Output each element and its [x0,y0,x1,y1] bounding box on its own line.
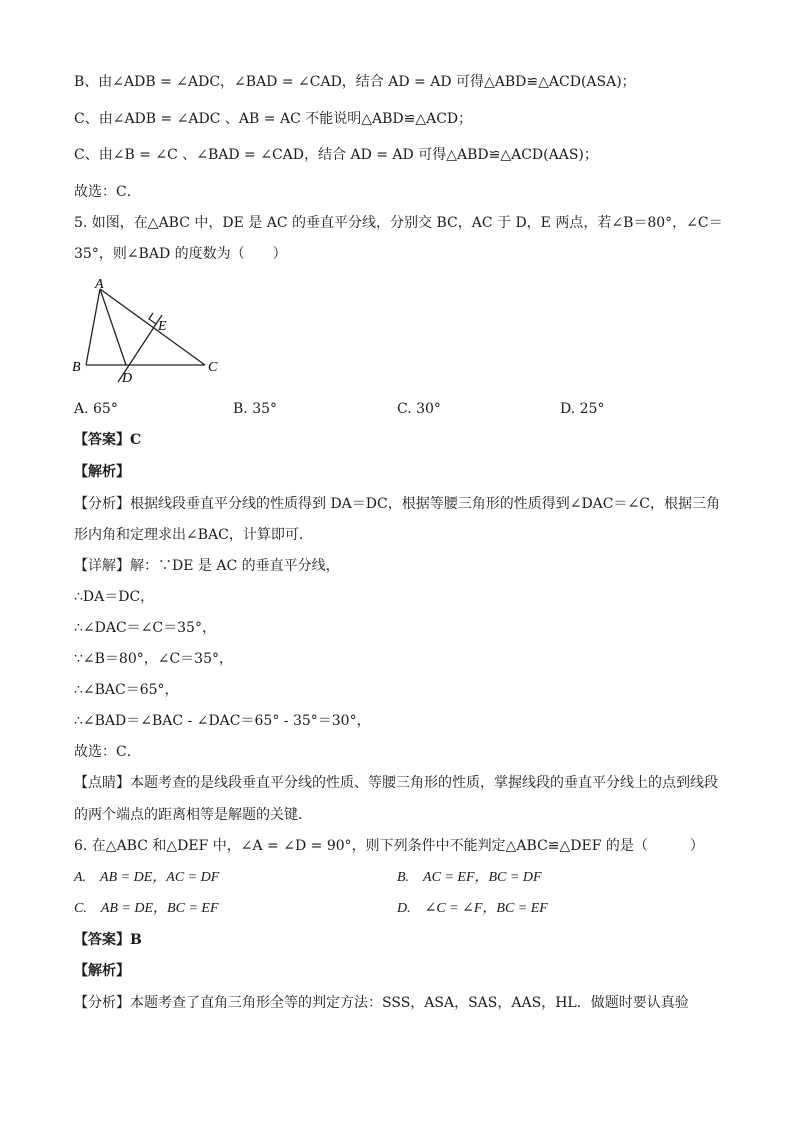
q5-option-a: A. 65° [74,401,118,417]
q5-option-b: B. 35° [233,401,278,417]
q6-option-b: B. AC = EF，BC = DF [397,870,542,885]
q6-option-d: D. ∠C = ∠F，BC = EF [397,901,548,916]
step-line: 故选：C． [74,744,141,760]
step-line: ∴∠BAC＝65°， [74,682,179,698]
triangle-figure [70,274,230,386]
label-A: A [95,277,104,292]
analysis-5: 形内角和定理求出∠BAC，计算即可． [74,527,313,543]
text-line: 故选：C． [74,184,141,200]
analysis-heading-6: 【解析】 [74,963,130,979]
text-line: B、由∠ADB = ∠ADC，∠BAD = ∠CAD，结合 AD = AD 可得△ABD≌△ACD(ASA)； [74,74,636,90]
key-point-5: 【点睛】本题考查的是线段垂直平分线的性质、等腰三角形的性质，掌握线段的垂直平分线上的点到线段 [74,775,718,791]
q6-option-c: C. AB = DE，BC = EF [74,901,219,916]
label-B: B [72,360,81,375]
step-line: ∴DA＝DC， [74,589,155,605]
analysis-5: 【分析】根据线段垂直平分线的性质得到 DA＝DC，根据等腰三角形的性质得到∠DAC＝∠C，根据三角 [74,496,720,512]
question-5-stem: 5. 如图，在△ABC 中，DE 是 AC 的垂直平分线，分别交 BC，AC 于 D，E 两点，若∠B＝80°，∠C＝ [74,215,723,231]
key-point-5: 的两个端点的距离相等是解题的关键． [74,807,312,823]
text-line: C、由∠B = ∠C 、∠BAD = ∠CAD，结合 AD = AD 可得△ABD≌△ACD(AAS)； [74,147,598,163]
analysis-heading-5: 【解析】 [74,464,130,480]
label-D: D [122,371,133,386]
analysis-6: 【分析】本题考查了直角三角形全等的判定方法：SSS，ASA，SAS，AAS，HL．做题时要认真验 [74,995,689,1011]
label-C: C [208,360,218,375]
q5-option-d: D. 25° [560,401,605,417]
label-E: E [158,319,167,334]
answer-6: 【答案】B [74,932,142,948]
text-line: C、由∠ADB = ∠ADC 、AB = AC 不能说明△ABD≌△ACD； [74,111,473,127]
q5-option-c: C. 30° [397,401,441,417]
q6-option-a: A. AB = DE，AC = DF [74,870,220,885]
step-line: ∴∠DAC＝∠C＝35°， [74,620,216,636]
answer-5: 【答案】C [74,432,142,448]
question-5-stem: 35°，则∠BAD 的度数为（ ） [74,246,287,262]
question-6-stem: 6. 在△ABC 和△DEF 中，∠A = ∠D = 90°，则下列条件中不能判定△ABC≌△DEF 的是（ ） [74,838,704,854]
step-line: ∴∠BAD＝∠BAC - ∠DAC＝65° - 35°＝30°， [74,713,371,729]
step-line: ∵∠B＝80°，∠C＝35°， [74,651,233,667]
detail-5: 【详解】解：∵DE 是 AC 的垂直平分线， [74,558,340,574]
